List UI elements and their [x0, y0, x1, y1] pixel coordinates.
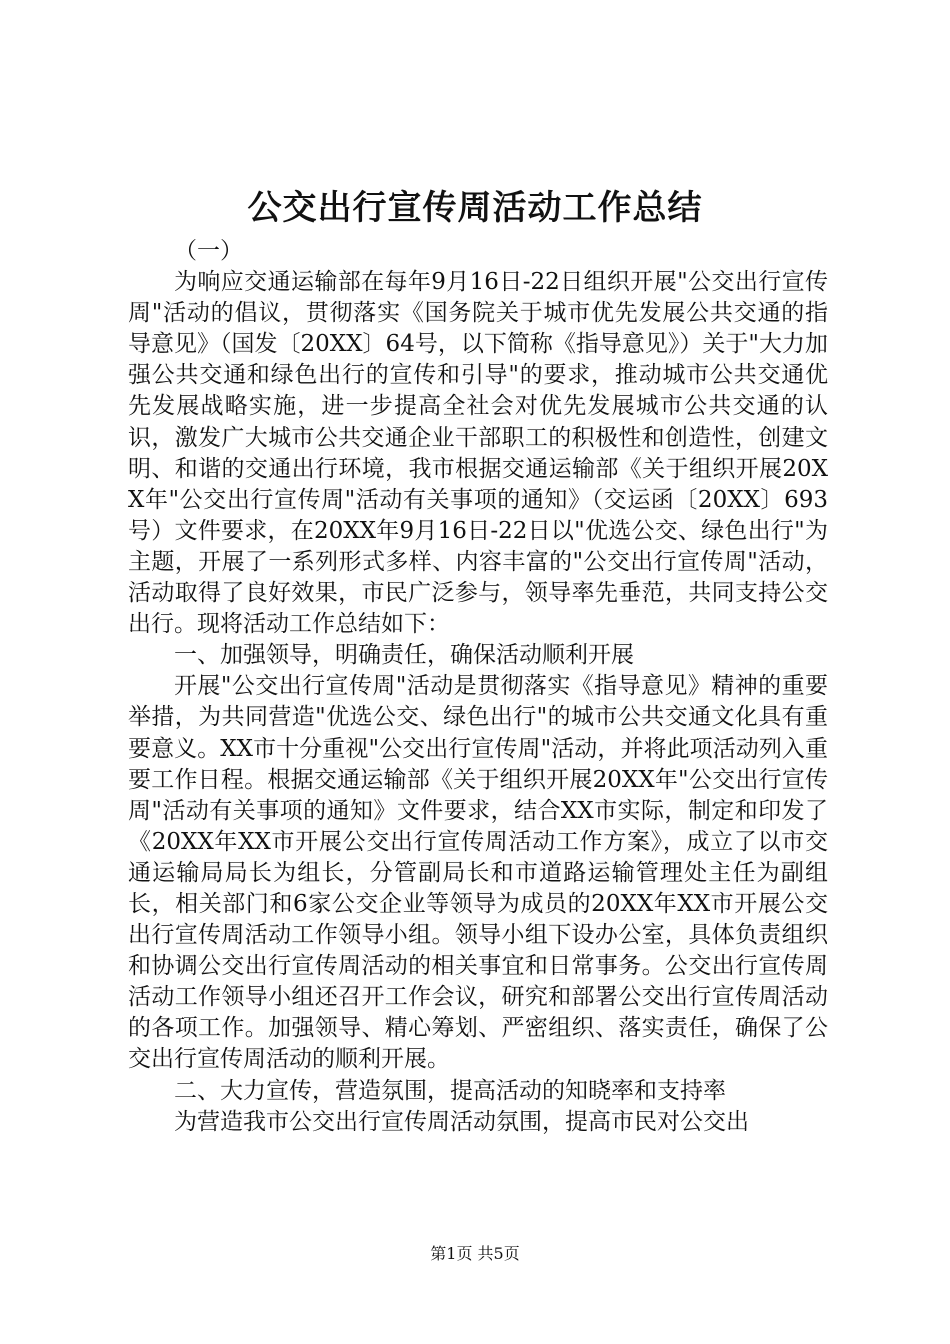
page-footer	[0, 1243, 950, 1265]
document-body	[128, 236, 828, 1138]
section-heading-1: 一、加强领导，明确责任，确保活动顺利开展	[174, 642, 634, 669]
page-indicator: 第1页 共5页	[430, 1244, 520, 1263]
section-marker: （一）	[174, 238, 243, 264]
section-2-paragraph: 为营造我市公交出行宣传周活动氛围，提高市民对公交出	[174, 1108, 749, 1135]
section-heading-2: 二、大力宣传，营造氛围，提高活动的知晓率和支持率	[174, 1077, 726, 1104]
section-1-paragraph: 开展"公交出行宣传周"活动是贯彻落实《指导意见》精神的重要举措，为共同营造"优选公交、绿色出行"的城市公共交通文化具有重要意义。XX市十分重视"公交出行宣传周"活动，并将此项活动列入重要工作日程。根据交通运输部《关于组织开展20XX年"公交出行宣传周"活动有关事项的通知》文件要求，结合XX市实际，制定和印发了《20XX年XX市开展公交出行宣传周活动工作方案》，成立了以市交通运输局局长为组长，分管副局长和市道路运输管理处主任为副组长，相关部门和6家公交企业等领导为成员的20XX年XX市开展公交出行宣传周活动工作领导小组。领导小组下设办公室，具体负责组织和协调公交出行宣传周活动的相关事宜和日常事务。公交出行宣传周活动工作领导小组还召开工作会议，研究和部署公交出行宣传周活动的各项工作。加强领导、精心筹划、严密组织、落实责任，确保了公交出行宣传周活动的顺利开展。	[128, 673, 828, 1073]
document-title: 公交出行宣传周活动工作总结	[247, 188, 703, 228]
intro-paragraph: 为响应交通运输部在每年9月16日-22日组织开展"公交出行宣传周"活动的倡议，贯彻落实《国务院关于城市优先发展公共交通的指导意见》（国发〔20XX〕64号，以下简称《指导意见》）关于"大力加强公共交通和绿色出行的宣传和引导"的要求，推动城市公共交通优先发展战略实施，进一步提高全社会对优先发展城市公共交通的认识，激发广大城市公共交通企业干部职工的积极性和创造性，创建文明、和谐的交通出行环境，我市根据交通运输部《关于组织开展20XX年"公交出行宣传周"活动有关事项的通知》（交运函〔20XX〕693号）文件要求，在20XX年9月16日-22日以"优选公交、绿色出行"为主题，开展了一系列形式多样、内容丰富的"公交出行宣传周"活动，活动取得了良好效果，市民广泛参与，领导率先垂范，共同支持公交出行。现将活动工作总结如下：	[128, 269, 828, 638]
